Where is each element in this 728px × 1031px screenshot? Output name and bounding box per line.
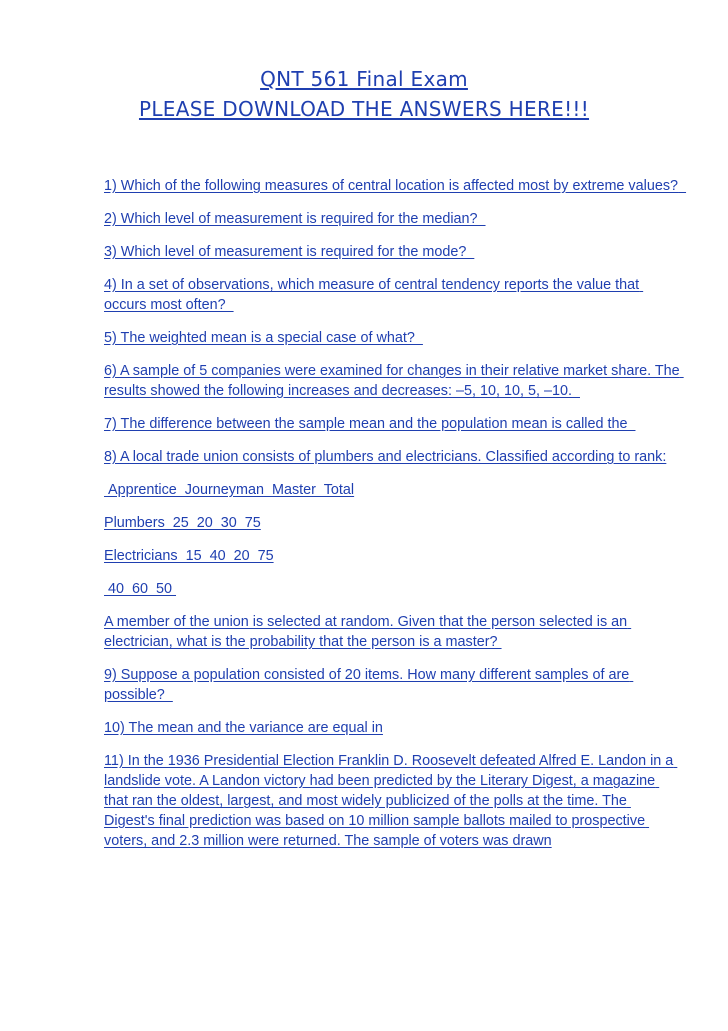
rank-table-plumbers-row[interactable]: Plumbers 25 20 30 75 bbox=[104, 515, 261, 531]
question-6[interactable]: 6) A sample of 5 companies were examined for changes in their relative market share. The results showed the following increases and decreases: –5, 10, 10, 5, –10. bbox=[104, 363, 684, 399]
question-11[interactable]: 11) In the 1936 Presidential Election Franklin D. Roosevelt defeated Alfred E. Landon in a landslide vote. A Landon victory had been predicted by the Literary Digest, a magazine that ran the oldest, largest, and most widely publicized of the polls at the time. The Digest's final prediction was based on 10 million sample ballots mailed to prospective voters, and 2.3 million were returned. The sample of voters was drawn bbox=[104, 753, 678, 849]
download-answers-link[interactable]: PLEASE DOWNLOAD THE ANSWERS HERE!!! bbox=[138, 97, 590, 121]
question-1[interactable]: 1) Which of the following measures of central location is affected most by extreme values? bbox=[104, 178, 687, 194]
rank-table-totals-row[interactable]: 40 60 50 bbox=[104, 581, 177, 597]
question-7[interactable]: 7) The difference between the sample mean and the population mean is called the bbox=[104, 416, 636, 432]
question-2[interactable]: 2) Which level of measurement is required for the median? bbox=[104, 211, 486, 227]
question-8[interactable]: 8) A local trade union consists of plumbers and electricians. Classified according to rank: bbox=[104, 449, 667, 465]
rank-table-header-row[interactable]: Apprentice Journeyman Master Total bbox=[104, 482, 355, 498]
question-3[interactable]: 3) Which level of measurement is required for the mode? bbox=[104, 244, 475, 260]
question-8-prompt[interactable]: A member of the union is selected at random. Given that the person selected is an electrician, what is the probability that the person is a master? bbox=[104, 614, 632, 650]
document-header bbox=[0, 66, 728, 122]
question-10[interactable]: 10) The mean and the variance are equal in bbox=[104, 720, 383, 736]
exam-title-link[interactable]: QNT 561 Final Exam bbox=[260, 67, 468, 91]
question-4[interactable]: 4) In a set of observations, which measure of central tendency reports the value that occurs most often? bbox=[104, 277, 644, 313]
question-5[interactable]: 5) The weighted mean is a special case of what? bbox=[104, 330, 423, 346]
rank-table-electricians-row[interactable]: Electricians 15 40 20 75 bbox=[104, 548, 274, 564]
question-list bbox=[104, 176, 687, 864]
question-9[interactable]: 9) Suppose a population consisted of 20 items. How many different samples of are possible? bbox=[104, 667, 634, 703]
